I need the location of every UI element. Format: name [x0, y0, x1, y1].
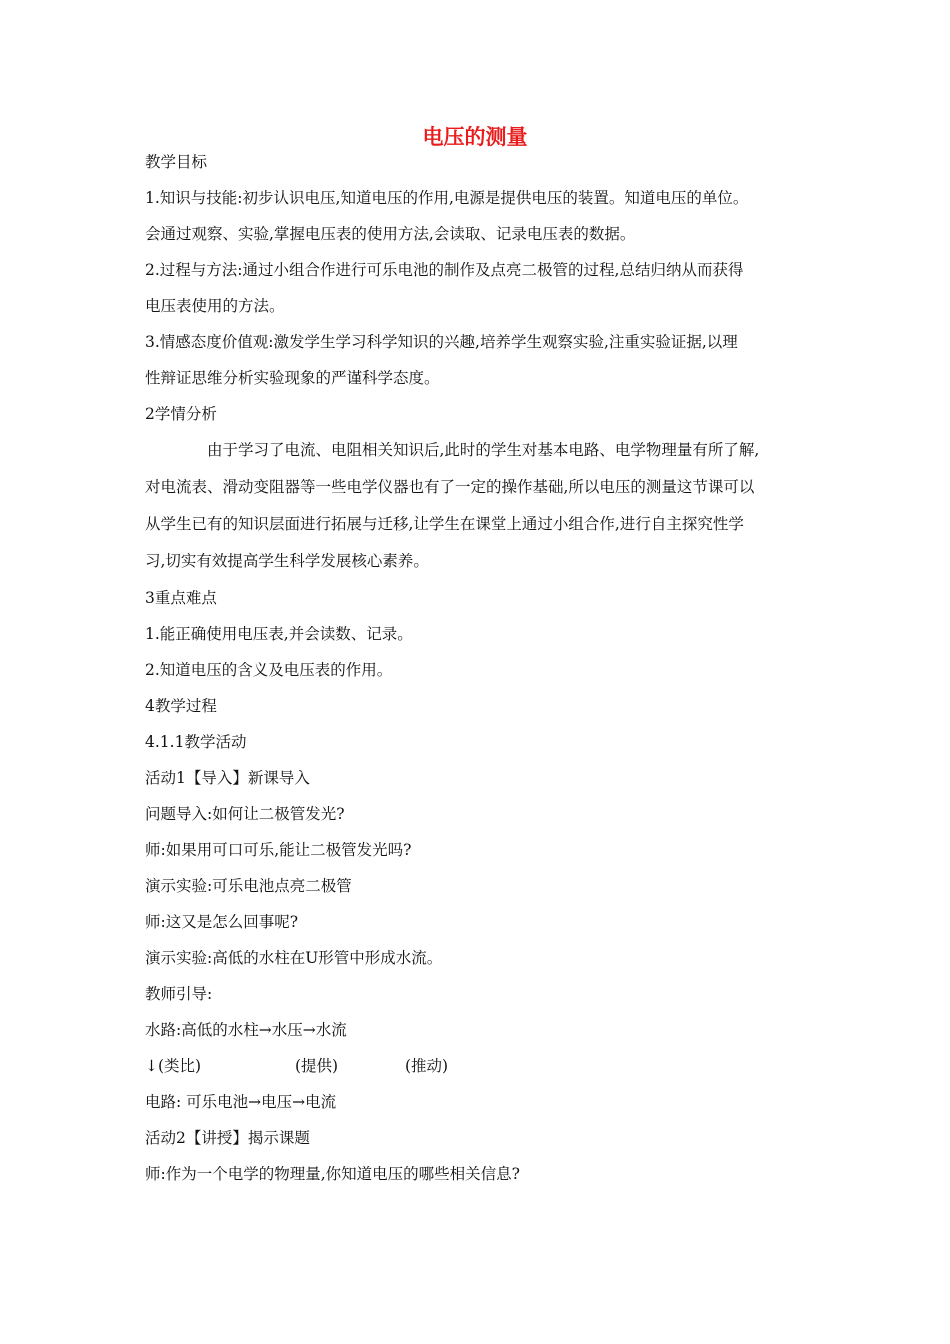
paragraph-line: 3.情感态度价值观:激发学生学习科学知识的兴趣,培养学生观察实验,注重实验证据,以理 — [145, 333, 738, 351]
paragraph-line: 2.过程与方法:通过小组合作进行可乐电池的制作及点亮二极管的过程,总结归纳从而获得 — [145, 261, 744, 279]
analogy-row — [145, 1052, 810, 1088]
paragraph-line: 从学生已有的知识层面进行拓展与迁移,让学生在课堂上通过小组合作,进行自主探究性学 — [145, 515, 744, 533]
paragraph-line: 电压表使用的方法。 — [145, 297, 285, 315]
paragraph-line: 对电流表、滑动变阻器等一些电学仪器也有了一定的操作基础,所以电压的测量这节课可以 — [145, 478, 755, 496]
paragraph-line: 演示实验:可乐电池点亮二极管 — [145, 877, 352, 895]
heading-key-points: 3重点难点 — [145, 589, 217, 607]
activity-heading: 活动2【讲授】揭示课题 — [145, 1129, 310, 1147]
subheading-activities: 4.1.1教学活动 — [145, 733, 247, 751]
document-body — [145, 148, 810, 1196]
paragraph-line: 性辩证思维分析实验现象的严谨科学态度。 — [145, 369, 440, 387]
paragraph-line: 习,切实有效提高学生科学发展核心素养。 — [145, 552, 429, 570]
analogy-label: ↓(类比) — [145, 1057, 202, 1075]
water-path-line: 水路:高低的水柱→水压→水流 — [145, 1021, 347, 1039]
paragraph-line: 问题导入:如何让二极管发光? — [145, 805, 345, 823]
circuit-path-line: 电路: 可乐电池→电压→电流 — [145, 1093, 337, 1111]
heading-teaching-goals: 教学目标 — [145, 153, 208, 171]
paragraph-line: 1.知识与技能:初步认识电压,知道电压的作用,电源是提供电压的装置。知道电压的单位。 — [145, 189, 749, 207]
paragraph-line: 教师引导: — [145, 985, 213, 1003]
heading-teaching-process: 4教学过程 — [145, 697, 217, 715]
paragraph-line: 会通过观察、实验,掌握电压表的使用方法,会读取、记录电压表的数据。 — [145, 225, 636, 243]
paragraph-line: 演示实验:高低的水柱在U形管中形成水流。 — [145, 949, 443, 967]
paragraph-line: 师:作为一个电学的物理量,你知道电压的哪些相关信息? — [145, 1165, 520, 1183]
heading-learner-analysis: 2学情分析 — [145, 405, 217, 423]
document-title: 电压的测量 — [422, 125, 528, 149]
activity-heading: 活动1【导入】新课导入 — [145, 769, 310, 787]
paragraph-line: 师:这又是怎么回事呢? — [145, 913, 299, 931]
push-label: (推动) — [405, 1057, 449, 1075]
provide-label: (提供) — [295, 1057, 339, 1075]
paragraph-line: 由于学习了电流、电阻相关知识后,此时的学生对基本电路、电学物理量有所了解, — [207, 441, 760, 459]
paragraph-line: 师:如果用可口可乐,能让二极管发光吗? — [145, 841, 412, 859]
paragraph-line: 1.能正确使用电压表,并会读数、记录。 — [145, 625, 413, 643]
paragraph-line: 2.知道电压的含义及电压表的作用。 — [145, 661, 393, 679]
